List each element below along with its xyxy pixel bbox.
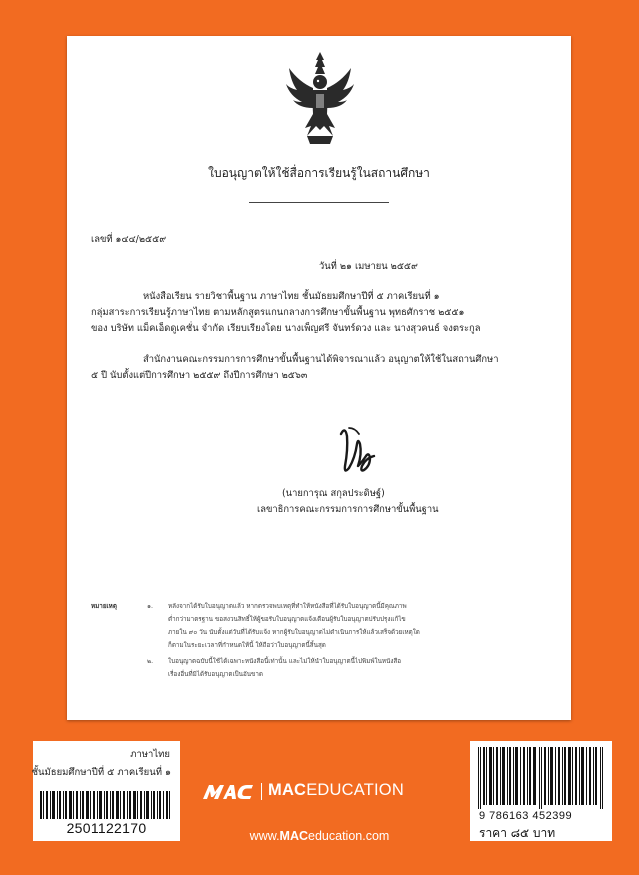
note-line: ต่ำกว่ามาตรฐาน ขอสงวนสิทธิ์ให้ผู้ขอรับใบอนุญาตแจ้งเตือนผู้รับใบอนุญาตปรับปรุงแก้ไข	[168, 616, 406, 623]
isbn-digits: 9 786163 452399	[479, 810, 573, 822]
body-line: สำนักงานคณะกรรมการการศึกษาขั้นพื้นฐานได้พิจารณาแล้ว อนุญาตให้ใช้ในสถานศึกษา	[143, 354, 499, 365]
signer-title: เลขาธิการคณะกรรมการการศึกษาขั้นพื้นฐาน	[257, 504, 439, 515]
brand-name-bold: MAC	[268, 781, 307, 799]
url-prefix: www.	[249, 829, 280, 843]
note-line: ภายใน ๙๐ วัน นับตั้งแต่วันที่ได้รับแจ้ง หากผู้รับใบอนุญาตไม่ดำเนินการให้แล้วเสร็จด้วยเหตุใด	[168, 629, 420, 636]
grade-level: ชั้นมัธยมศึกษาปีที่ ๕ ภาคเรียนที่ ๑	[31, 767, 171, 778]
brand-name	[268, 781, 404, 800]
garuda-emblem	[285, 50, 355, 146]
body-line: ๕ ปี นับตั้งแต่ปีการศึกษา ๒๕๕๙ ถึงปีการศึกษา ๒๕๖๓	[91, 370, 308, 381]
note-line: เรื่องอื่นที่มิได้รับอนุญาตเป็นอันขาด	[168, 671, 263, 678]
product-code: 2501122170	[66, 820, 147, 836]
notes-label: หมายเหตุ	[91, 603, 117, 610]
isbn-barcode	[478, 747, 604, 809]
signature	[335, 424, 383, 480]
subject-name: ภาษาไทย	[130, 749, 170, 760]
document-title: ใบอนุญาตให้ใช้สื่อการเรียนรู้ในสถานศึกษา	[208, 166, 430, 180]
url-rest: education.com	[308, 829, 390, 843]
note-number: ๒.	[147, 658, 154, 665]
url-bold: MAC	[279, 829, 309, 843]
document-number: เลขที่ ๑๔๔/๒๕๕๙	[91, 234, 167, 245]
note-line: ก็ตามในระยะเวลาที่กำหนดให้นี้ ให้ถือว่าใบอนุญาตนี้สิ้นสุด	[168, 642, 326, 649]
subject-label-box	[33, 741, 180, 841]
mac-logo-icon	[203, 782, 255, 800]
document-date: วันที่ ๒๑ เมษายน ๒๕๕๙	[319, 261, 418, 272]
price-label: ราคา ๘๕ บาท	[479, 826, 556, 840]
note-line: ใบอนุญาตฉบับนี้ใช้ได้เฉพาะหนังสือนี้เท่านั้น และไม่ให้นำใบอนุญาตนี้ไปพิมพ์ในหนังสือ	[168, 658, 402, 665]
signer-name: (นายการุณ สกุลประดิษฐ์)	[282, 488, 385, 499]
title-underline	[249, 202, 389, 203]
body-line: หนังสือเรียน รายวิชาพื้นฐาน ภาษาไทย ชั้นมัธยมศึกษาปีที่ ๕ ภาคเรียนที่ ๑	[143, 291, 440, 302]
brand-name-rest: EDUCATION	[306, 781, 404, 799]
product-barcode	[40, 791, 170, 819]
body-line: กลุ่มสาระการเรียนรู้ภาษาไทย ตามหลักสูตรแกนกลางการศึกษาขั้นพื้นฐาน พุทธศักราช ๒๕๕๑	[91, 307, 465, 318]
note-line: หลังจากได้รับใบอนุญาตแล้ว หากตรวจพบเหตุที่ทำให้หนังสือที่ได้รับใบอนุญาตนี้มีคุณภาพ	[168, 603, 407, 610]
isbn-label-box	[470, 741, 612, 841]
note-number: ๑.	[147, 603, 153, 610]
body-line: ของ บริษัท แม็คเอ็ดดูเคชั่น จำกัด เรียบเรียงโดย นางเพ็ญศรี จันทร์ดวง และ นางสุวคนธ์ จงตระกูล	[91, 323, 481, 334]
license-document	[67, 36, 571, 720]
publisher-brand	[203, 780, 443, 802]
brand-divider	[261, 783, 262, 800]
